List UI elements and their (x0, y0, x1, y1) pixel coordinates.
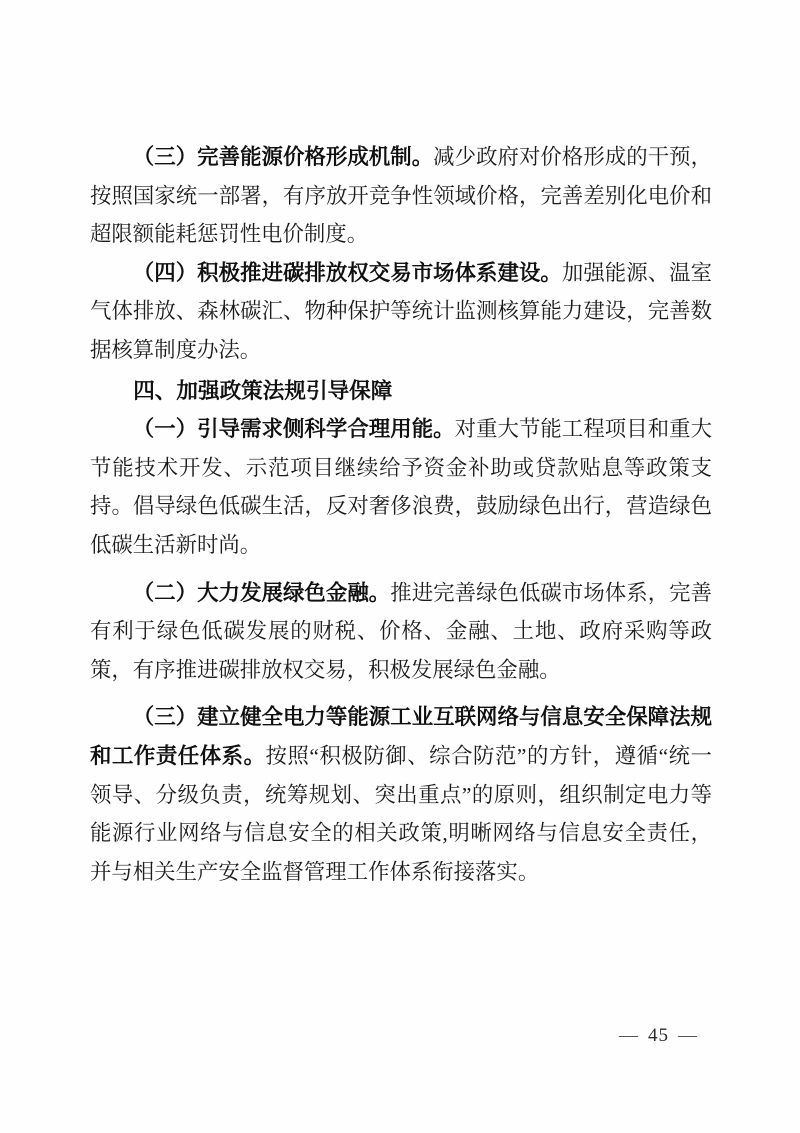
paragraph-lead: （四）积极推进碳排放权交易市场体系建设。 (132, 260, 562, 285)
paragraph-price-mechanism (90, 138, 712, 254)
page-number (610, 1024, 707, 1048)
paragraph-lead: （一）引导需求侧科学合理用能。 (132, 417, 455, 442)
document-body (90, 138, 712, 891)
section-heading: 四、加强政策法规引导保障 (133, 377, 393, 403)
paragraph-green-finance (90, 574, 712, 690)
paragraph-lead: （三）建立健全电力等能源工业互联网络与信息安全保障法规和工作责任体系。 (90, 705, 712, 768)
paragraph-info-security (90, 698, 712, 891)
page-number-dash-left: — (619, 1025, 639, 1046)
page-number-value: 45 (648, 1025, 669, 1046)
paragraph-text: 推进完善绿色低碳市场体系，完善有利于绿色低碳发展的财税、价格、金融、土地、政府采购等政策，有序推进碳排放权交易，积极发展绿色金融。 (90, 580, 712, 682)
page-number-dash-right: — (678, 1025, 698, 1046)
paragraph-lead: （三）完善能源价格形成机制。 (132, 145, 434, 169)
paragraph-text: 按照“积极防御、综合防范”的方针，遵循“统一领导、分级负责，统筹规划、突出重点”的原则，组织制定电力等能源行业网络与信息安全的相关政策,明晰网络与信息安全责任，并与相关生产安全监督管理工作体系衔接落实。 (90, 743, 712, 884)
paragraph-lead: （二）大力发展绿色金融。 (132, 580, 391, 605)
paragraph-text: 加强能源、温室气体排放、森林碳汇、物种保护等统计监测核算能力建设，完善数据核算制度办法。 (90, 260, 712, 362)
paragraph-text: 对重大节能工程项目和重大节能技术开发、示范项目继续给予资金补助或贷款贴息等政策支持。倡导绿色低碳生活，反对奢侈浪费，鼓励绿色出行，营造绿色低碳生活新时尚。 (90, 417, 712, 557)
paragraph-carbon-market (90, 254, 712, 370)
paragraph-text: 减少政府对价格形成的干预，按照国家统一部署，有序放开竞争性领域价格，完善差别化电价和超限额能耗惩罚性电价制度。 (90, 145, 712, 247)
paragraph-demand-side (90, 410, 712, 564)
